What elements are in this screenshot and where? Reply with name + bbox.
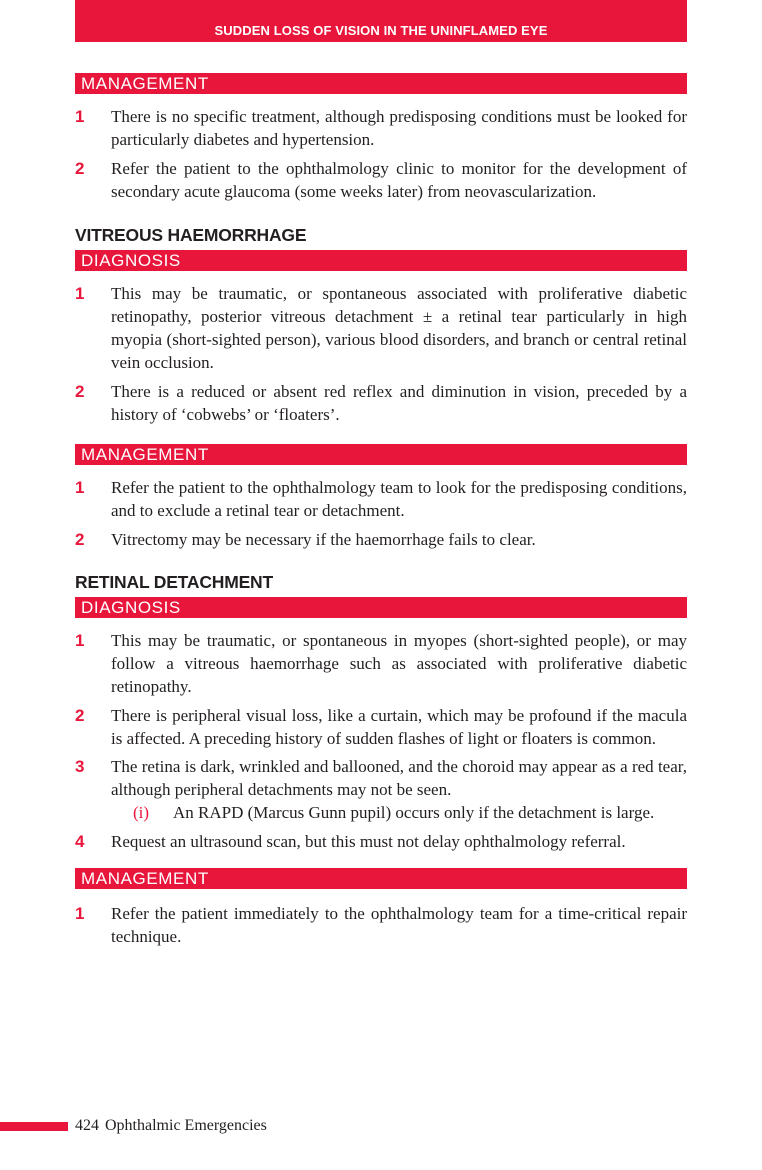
- list-item: [75, 105, 687, 151]
- item-text: This may be traumatic, or spontaneous associated with proliferative diabetic retinopathy, posterior vitreous detachment ± a retinal tear particularly in high myopia (short-sighted person), various blood disorders, and branch or central retinal vein occlusion.: [111, 284, 687, 372]
- running-header-title: SUDDEN LOSS OF VISION IN THE UNINFLAMED EYE: [214, 23, 548, 38]
- heading-retinal-detachment: RETINAL DETACHMENT: [75, 572, 273, 592]
- item-text: Refer the patient to the ophthalmology team to look for the predisposing conditions, and to exclude a retinal tear or detachment.: [111, 478, 687, 520]
- section-bar-management: MANAGEMENT: [75, 73, 687, 94]
- list-item: [75, 704, 687, 750]
- item-text: There is peripheral visual loss, like a curtain, which may be profound if the macula is affected. A preceding history of sudden flashes of light or floaters is common.: [111, 706, 687, 748]
- page-number: 424: [75, 1117, 99, 1134]
- item-number: 2: [75, 382, 85, 401]
- section-bar-diagnosis: DIAGNOSIS: [75, 250, 687, 271]
- item-number: 2: [75, 530, 85, 549]
- page-content: [75, 73, 687, 948]
- item-number: 1: [75, 904, 85, 923]
- running-header: [75, 0, 687, 42]
- item-text: Vitrectomy may be necessary if the haemorrhage fails to clear.: [111, 530, 536, 549]
- item-text: The retina is dark, wrinkled and ballooned, and the choroid may appear as a red tear, although peripheral detachments may not be seen.: [111, 757, 687, 799]
- item-number: 1: [75, 478, 85, 497]
- item-text: This may be traumatic, or spontaneous in myopes (short-sighted people), or may follow a vitreous haemorrhage such as associated with proliferative diabetic retinopathy.: [111, 631, 687, 696]
- item-number: 3: [75, 757, 85, 776]
- section-bar-management: MANAGEMENT: [75, 444, 687, 465]
- list-item: [75, 830, 687, 853]
- footer-accent-bar: [0, 1122, 68, 1131]
- sub-item-text: An RAPD (Marcus Gunn pupil) occurs only if the detachment is large.: [173, 803, 655, 822]
- list-item: [75, 282, 687, 374]
- item-number: 1: [75, 284, 85, 303]
- sub-list-item: [75, 801, 687, 824]
- item-number: 1: [75, 107, 85, 126]
- list-item: [75, 380, 687, 426]
- item-text: Refer the patient immediately to the ophthalmology team for a time-critical repair technique.: [111, 904, 687, 946]
- list-item: [75, 902, 687, 948]
- item-number: 1: [75, 631, 85, 650]
- list-item: [75, 528, 687, 551]
- item-number: 2: [75, 159, 85, 178]
- list-item: [75, 755, 687, 801]
- list-item: [75, 629, 687, 698]
- item-text: There is a reduced or absent red reflex and diminution in vision, preceded by a history of ‘cobwebs’ or ‘floaters’.: [111, 382, 687, 424]
- book-title: Ophthalmic Emergencies: [105, 1117, 267, 1134]
- sub-item-number: (i): [133, 803, 150, 822]
- section-bar-management: MANAGEMENT: [75, 868, 687, 889]
- heading-vitreous-haemorrhage: VITREOUS HAEMORRHAGE: [75, 225, 307, 245]
- item-text: Request an ultrasound scan, but this must not delay ophthalmology referral.: [111, 832, 626, 851]
- section-bar-diagnosis: DIAGNOSIS: [75, 597, 687, 618]
- page-footer: [75, 1116, 267, 1136]
- item-text: There is no specific treatment, although predisposing conditions must be looked for particularly diabetes and hypertension.: [111, 107, 687, 149]
- list-item: [75, 476, 687, 522]
- item-text: Refer the patient to the ophthalmology clinic to monitor for the development of secondary acute glaucoma (some weeks later) from neovascularization.: [111, 159, 687, 201]
- item-number: 2: [75, 706, 85, 725]
- item-number: 4: [75, 832, 85, 851]
- list-item: [75, 157, 687, 203]
